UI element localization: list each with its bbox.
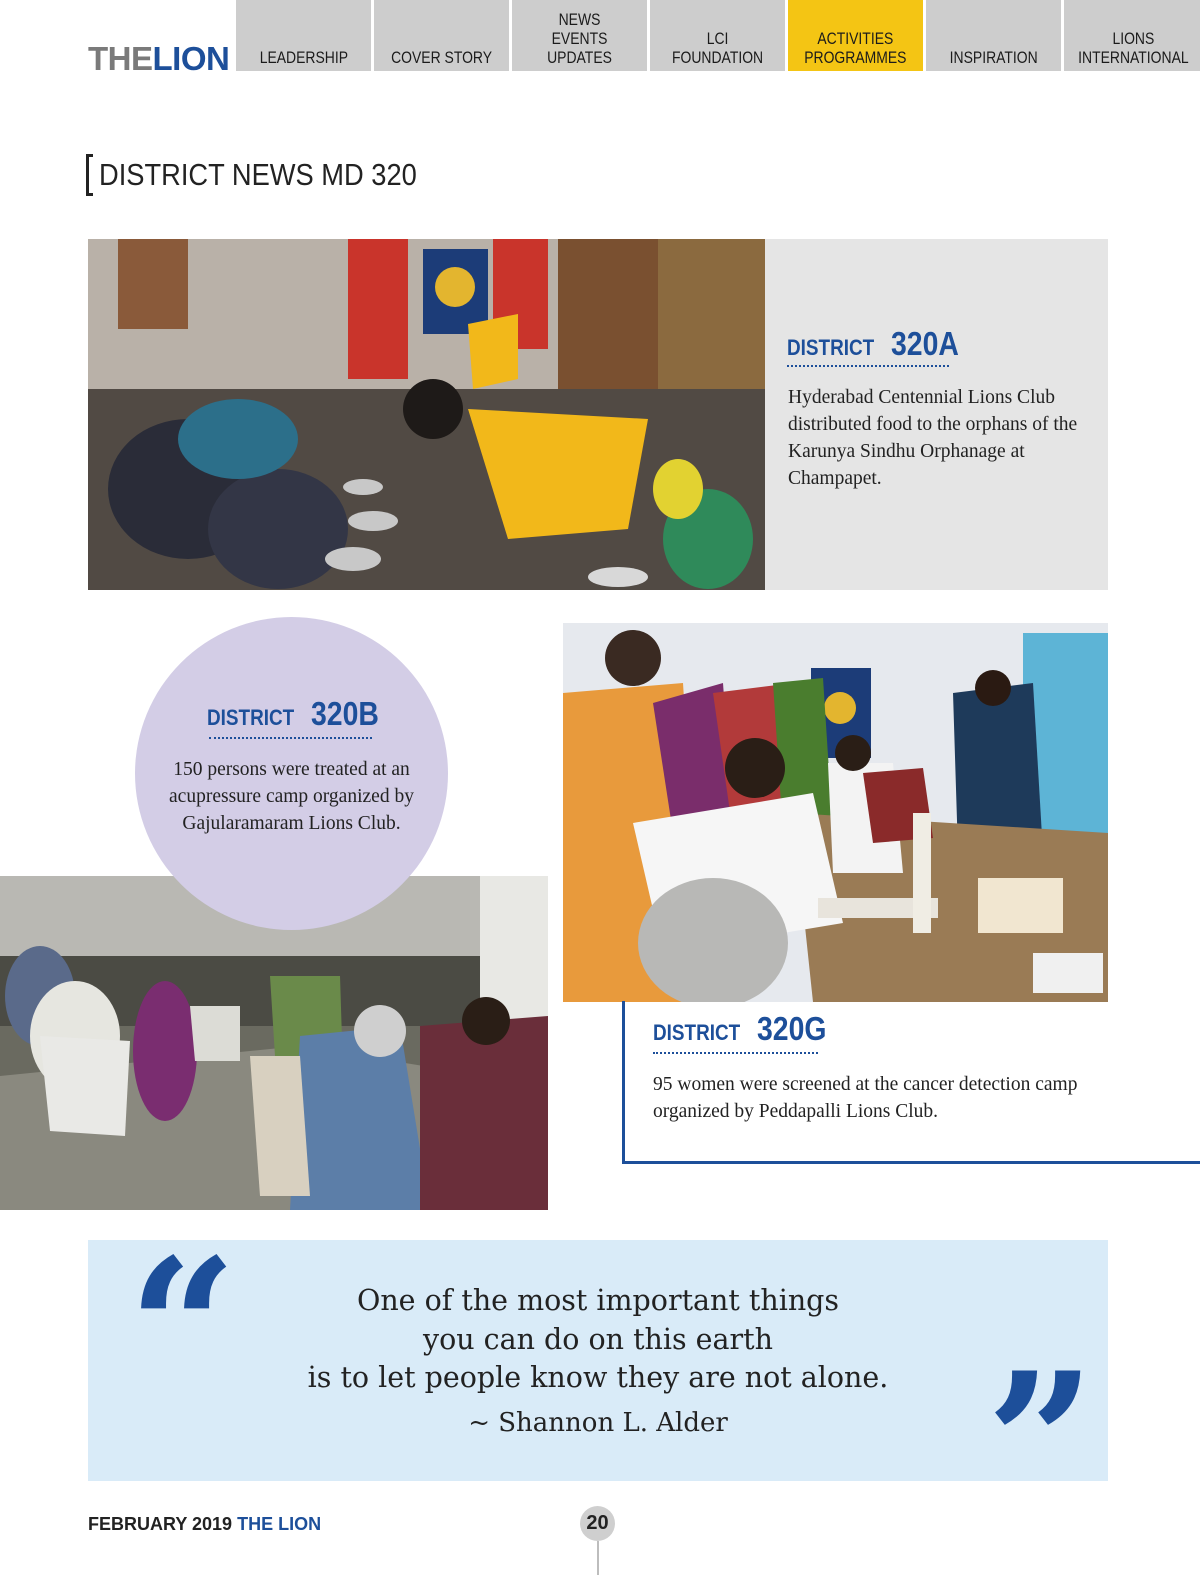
magazine-logo[interactable]	[88, 40, 229, 78]
district-320a-text: Hyderabad Centennial Lions Club distributed food to the orphans of the Karunya Sindhu Orphanage at Champapet.	[788, 387, 1078, 489]
tab-label: LCI FOUNDATION	[671, 29, 764, 67]
tab-lci-foundation[interactable]	[650, 0, 785, 71]
tab-label: ACTIVITIES PROGRAMMES	[804, 29, 907, 67]
district-320g-heading	[653, 1010, 838, 1048]
district-prefix: DISTRICT	[653, 1020, 741, 1045]
close-quote-icon: ”	[986, 1331, 1096, 1554]
district-320a-heading	[787, 325, 970, 363]
tab-leadership[interactable]	[236, 0, 371, 71]
quote-author: ~ Shannon L. Alder	[468, 1408, 728, 1438]
district-320a-panel	[765, 239, 1108, 590]
district-prefix: DISTRICT	[787, 335, 875, 360]
district-320g-text: 95 women were screened at the cancer detection camp organized by Peddapalli Lions Club.	[653, 1074, 1078, 1122]
open-quote-icon: “	[128, 1217, 238, 1440]
district-number: 320B	[310, 695, 379, 732]
page-number: 20	[580, 1506, 615, 1541]
tab-inspiration[interactable]	[926, 0, 1061, 71]
tab-cover-story[interactable]	[374, 0, 509, 71]
page-number-rule	[597, 1541, 599, 1575]
quote-line: is to let people know they are not alone.	[307, 1361, 889, 1394]
district-320b-heading	[207, 695, 390, 733]
footer-brand: THE LION	[237, 1514, 322, 1534]
district-320b-text: 150 persons were treated at an acupressure camp organized by Gajularamaram Lions Club.	[169, 759, 414, 834]
title-bracket	[86, 154, 93, 196]
photo-cancer-screening-camp	[563, 623, 1108, 1002]
heading-dotted-rule	[653, 1052, 818, 1054]
heading-dotted-rule	[787, 365, 949, 367]
logo-the: THE	[88, 40, 153, 77]
tab-label: LIONS INTERNATIONAL	[1077, 29, 1189, 67]
photo-food-distribution	[88, 239, 765, 590]
tab-label: NEWS EVENTS UPDATES	[547, 10, 612, 67]
page-section-title	[86, 154, 460, 196]
quote-line: you can do on this earth	[423, 1322, 773, 1356]
tab-label: COVER STORY	[391, 48, 492, 67]
district-320b-circle	[135, 617, 448, 930]
quote-text	[248, 1282, 948, 1398]
logo-lion: LION	[152, 40, 230, 77]
district-prefix: DISTRICT	[207, 705, 295, 730]
district-number: 320A	[890, 325, 959, 362]
quote-line: One of the most important things	[356, 1284, 840, 1317]
section-title-text: DISTRICT NEWS MD 320	[99, 157, 417, 192]
district-number: 320G	[756, 1010, 827, 1047]
tab-label: INSPIRATION	[949, 48, 1038, 67]
tab-activities-programmes[interactable]	[788, 0, 923, 71]
section-nav	[236, 0, 1200, 71]
footer-issue	[88, 1514, 321, 1535]
heading-dotted-rule	[209, 737, 372, 739]
tab-lions-international[interactable]	[1064, 0, 1200, 71]
tab-label: LEADERSHIP	[259, 48, 348, 67]
footer-date: FEBRUARY 2019	[88, 1514, 233, 1534]
tab-news-events-updates[interactable]	[512, 0, 647, 71]
